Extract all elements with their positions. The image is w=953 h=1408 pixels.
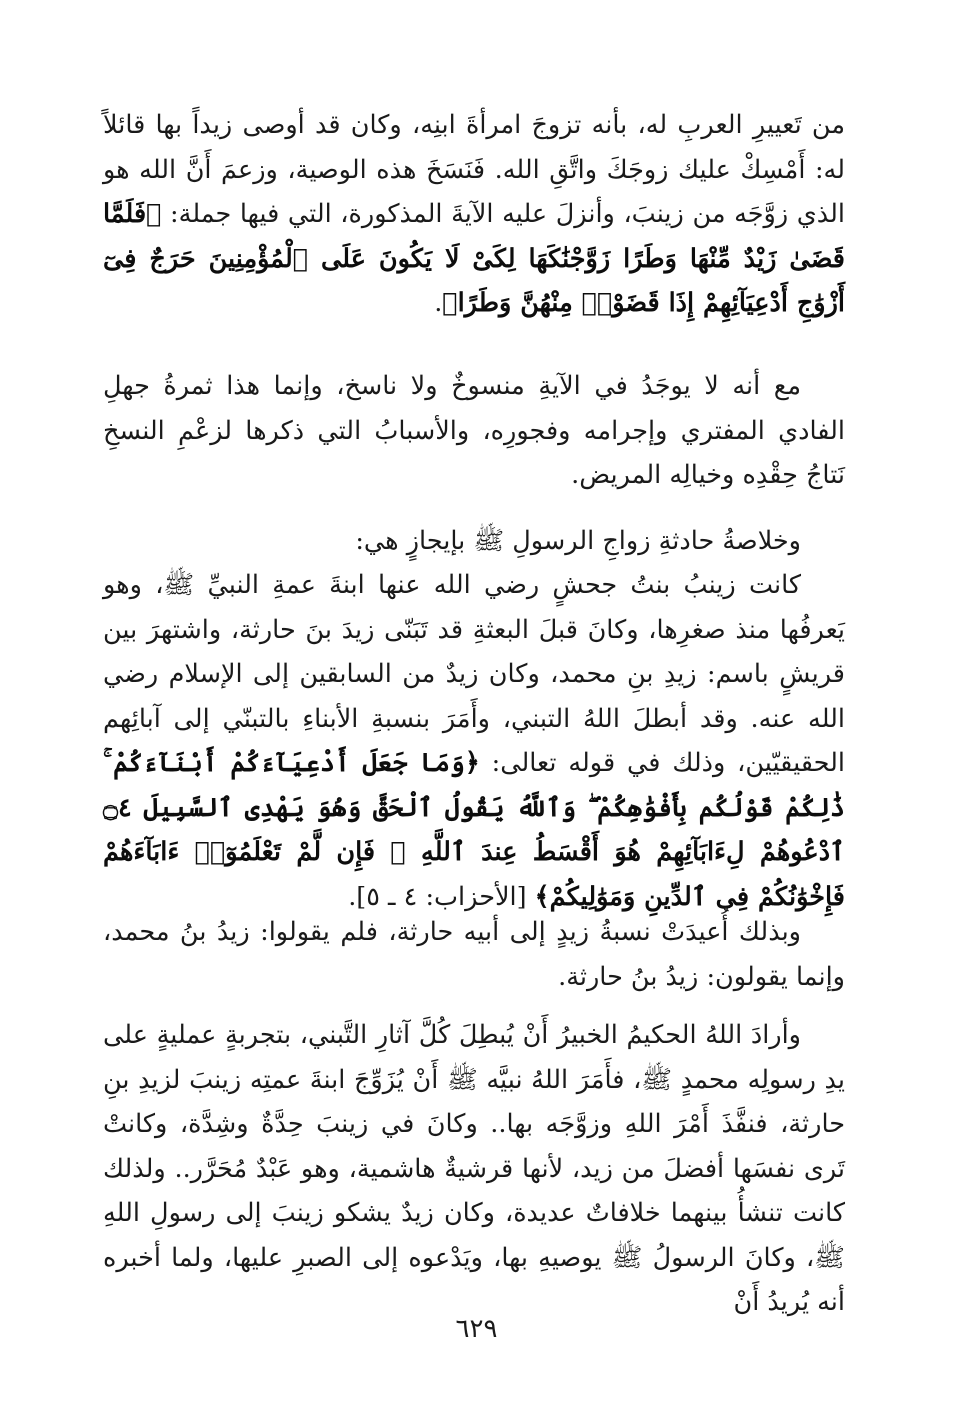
- paragraph-1-body: [103, 103, 845, 326]
- paragraph-6-text: وأرادَ اللهُ الحكيمُ الخبيرُ أَنْ يُبطِلَ كُلَّ آثارِ التَّبني، بتجربةٍ عمليةٍ على يدِ رسولِه محمدٍ ﷺ، فأَمَرَ اللهُ نبيَّه ﷺ أَنْ يُزَوِّجَ ابنةَ عمتِه زينبَ لزيدِ بنِ حارثة، فنفَّذَ أَمْرَ اللهِ وزوَّجَه بها.. وكانَ في زينبَ حِدَّةٌ وشِدَّة، وكانتْ تَرى نفسَها أفضلَ من زيد، لأنها قرشيةٌ هاشمية، وهو عَبْدٌ مُحَرَّر.. ولذلك كانت تنشأُ بينهما خلافاتٌ عديدة، وكان زيدٌ يشكو زينبَ إلى رسولِ اللهِ ﷺ، وكانَ الرسولُ ﷺ يوصيهِ بها، ويَدْعوه إلى الصبرِ عليها، ولما أخبره أنه يُريدُ أَنْ: [103, 1020, 845, 1317]
- paragraph-1: [103, 103, 845, 326]
- page-number: ٦٢٩: [455, 1314, 498, 1344]
- paragraph-2: [103, 364, 845, 498]
- quran-citation: [الأحزاب: ٤ ـ ٥].: [348, 881, 535, 912]
- quran-verse-ahzab-4-5: ﴿وَمَا جَعَلَ أَدْعِيَآءَكُمْ أَبْنَآءَكُمْ ۚ ذَٰلِكُمْ قَوْلُكُم بِأَفْوَٰهِكُمْ ۖ وَٱللَّهُ يَقُولُ ٱلْحَقَّ وَهُوَ يَهْدِى ٱلسَّبِيلَ ۝٤ ٱدْعُوهُمْ لِءَابَآئِهِمْ هُوَ أَقْسَطُ عِندَ ٱللَّهِ ۚ فَإِن لَّمْ تَعْلَمُوٓا۟ ءَابَآءَهُمْ فَإِخْوَٰنُكُمْ فِى ٱلدِّينِ وَمَوَٰلِيكُمْ﴾: [103, 748, 845, 912]
- paragraph-2-text: مع أنه لا يوجَدُ في الآيةِ منسوخٌ ولا ناسخ، وإنما هذا ثمرةُ جهلِ الفادي المفتري وإجرامه وفجورِه، والأسبابُ التي ذكرها لزعْمِ النسخِ نَتاجُ حِقْدِه وخيالِه المريض.: [103, 371, 845, 490]
- paragraph-1-text: من تَعييرِ العربِ له، بأنه تزوجَ امرأةَ ابنِه، وكان قد أوصى زيداً بها قائلاً له: أَمْسِكْ عليك زوجَكَ واتَّقِ الله. فَنَسَخَ هذه الوصية، وزعمَ أَنَّ الله هو الذي زوَّجَه من زينبَ، وأنزلَ عليه الآيةَ المذكورة، التي فيها جملة:: [103, 110, 845, 229]
- paragraph-5: [103, 910, 845, 999]
- paragraph-5-text: وبذلك أُعيدَتْ نسبةُ زيدٍ إلى أبيه حارثة، فلم يقولوا: زيدُ بنُ محمد، وإنما يقولون: زيدُ بنُ حارثة.: [103, 917, 845, 992]
- paragraph-3: [103, 519, 845, 564]
- paragraph-4-text: كانت زينبُ بنتُ جحشٍ رضي الله عنها ابنةَ عمةِ النبيِّ ﷺ، وهو يَعرفُها منذ صغرِها، وكانَ قبلَ البعثةِ قد تَبَنّى زيدَ بنَ حارثة، واشتهرَ بين قريشٍ باسم: زيدِ بنِ محمد، وكان زيدٌ من السابقين إلى الإسلام رضي الله عنه. وقد أبطلَ اللهُ التبني، وأَمَرَ بنسبةِ الأبناءِ بالتبنّي إلى آبائِهم الحقيقيّين، وذلك في قوله تعالى:: [103, 570, 845, 778]
- quran-verse-ahzab-37: ﴿فَلَمَّا قَضَىٰ زَيْدٌ مِّنْهَا وَطَرًا زَوَّجْنَٰكَهَا لِكَىْ لَا يَكُونَ عَلَى ٱلْمُؤْمِنِينَ حَرَجٌ فِىٓ أَزْوَٰجِ أَدْعِيَآئِهِمْ إِذَا قَضَوْا۟ مِنْهُنَّ وَطَرًا﴾: [103, 199, 845, 318]
- paragraph-1-end: .: [434, 288, 443, 318]
- paragraph-4-body: [103, 563, 845, 919]
- paragraph-6: [103, 1013, 845, 1325]
- paragraph-4: [103, 563, 845, 919]
- paragraph-3-text: وخلاصةُ حادثةِ زواجِ الرسولِ ﷺ بإيجازٍ هي:: [355, 526, 801, 556]
